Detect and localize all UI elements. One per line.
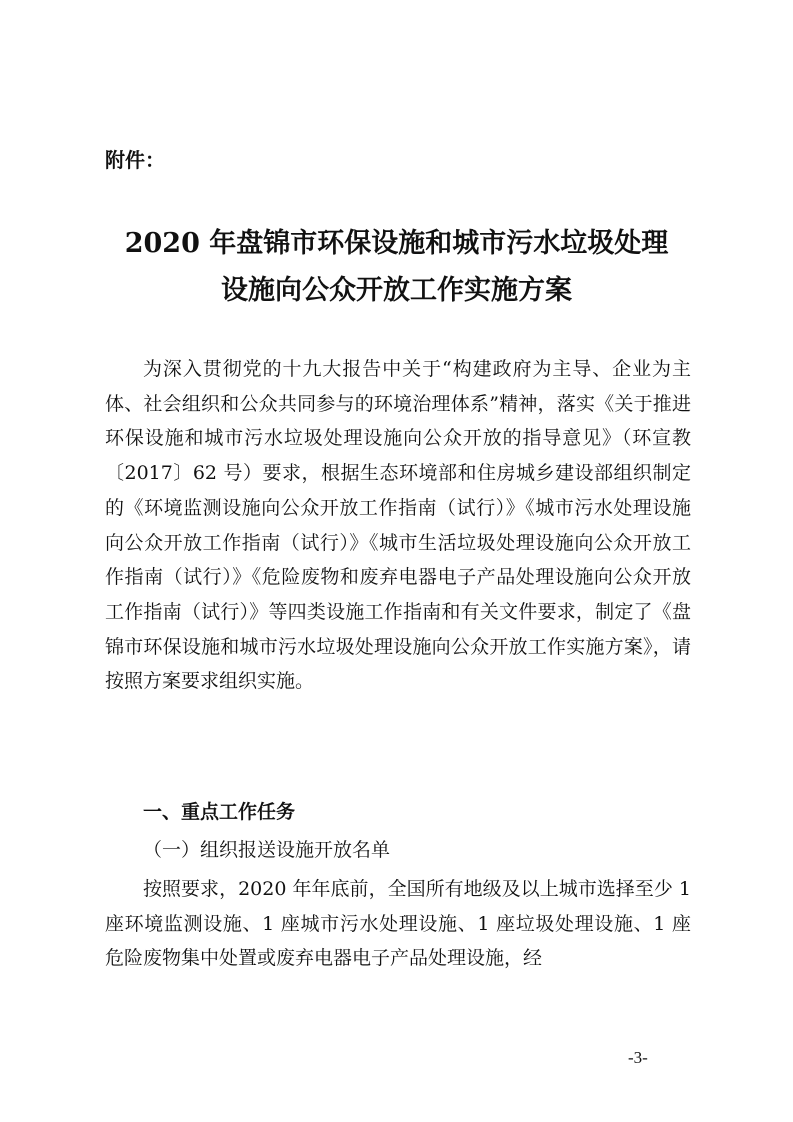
intro-paragraph: 为深入贯彻党的十九大报告中关于“构建政府为主导、企业为主体、社会组织和公众共同参与的环境治理体系”精神，落实《关于推进环保设施和城市污水垃圾处理设施向公众开放的指导意见》（环宣教〔2017〕62 号）要求，根据生态环境部和住房城乡建设部组织制定的《环境监测设施向公众开放工作指南（试行）》《城市污水处理设施向公众开放工作指南（试行）》《城市生活垃圾处理设施向公众开放工作指南（试行）》《危险废物和废弃电器电子产品处理设施向公众开放工作指南（试行）》等四类设施工作指南和有关文件要求，制定了《盘锦市环保设施和城市污水垃圾处理设施向公众开放工作实施方案》，请按照方案要求组织实施。 — [105, 358, 691, 693]
subsection-heading: （一）组织报送设施开放名单 — [143, 839, 391, 861]
document-title-line-1: 2020 年盘锦市环保设施和城市污水垃圾处理 — [124, 228, 669, 259]
section-heading: 一、重点工作任务 — [143, 801, 296, 823]
page-number: -3- — [628, 1048, 648, 1067]
document-title-line-2: 设施向公众开放工作实施方案 — [221, 275, 572, 306]
task-paragraph: 按照要求，2020 年年底前，全国所有地级及以上城市选择至少 1 座环境监测设施、1 座城市污水处理设施、1 座垃圾处理设施、1 座危险废物集中处置或废弃电器电子产品处理设施，经 — [105, 878, 691, 970]
attachment-label: 附件： — [105, 148, 165, 172]
